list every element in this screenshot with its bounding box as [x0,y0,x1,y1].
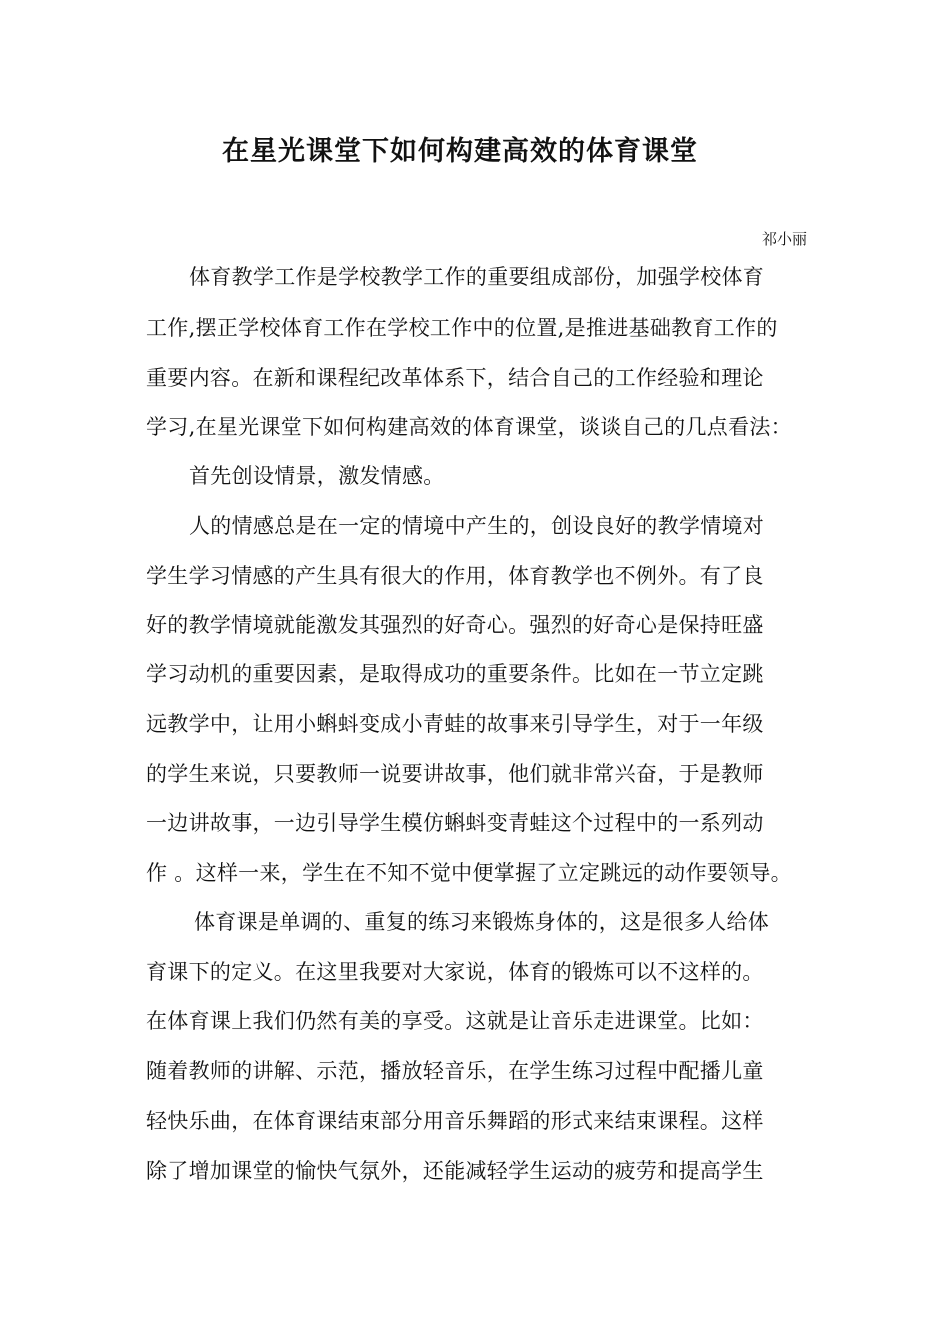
paragraph-line: 育课下的定义。在这里我要对大家说，体育的锻炼可以不这样的。 [146,960,764,984]
paragraph-line: 一边讲故事，一边引导学生模仿蝌蚪变青蛙这个过程中的一系列动 [146,811,764,835]
section-heading: 首先创设情景，激发情感。 [189,464,445,488]
paragraph-line: 人的情感总是在一定的情境中产生的，创设良好的教学情境对 [189,514,765,538]
paragraph-line: 学习动机的重要因素，是取得成功的重要条件。比如在一节立定跳 [146,662,764,686]
paragraph-line: 学生学习情感的产生具有很大的作用，体育教学也不例外。有了良 [146,564,764,588]
paragraph-line: 工作,摆正学校体育工作在学校工作中的位置,是推进基础教育工作的 [146,316,778,340]
paragraph-line: 随着教师的讲解、示范，播放轻音乐，在学生练习过程中配播儿童 [146,1059,764,1083]
paragraph-line: 远教学中，让用小蝌蚪变成小青蛙的故事来引导学生，对于一年级 [146,712,764,736]
paragraph-line: 体育教学工作是学校教学工作的重要组成部份，加强学校体育 [189,265,765,289]
paragraph-line: 的学生来说，只要教师一说要讲故事，他们就非常兴奋，于是教师 [146,762,764,786]
paragraph-line: 体育课是单调的、重复的练习来锻炼身体的，这是很多人给体 [194,910,770,934]
paragraph-line: 好的教学情境就能激发其强烈的好奇心。强烈的好奇心是保持旺盛 [146,613,764,637]
paragraph-line: 作 。这样一来，学生在不知不觉中便掌握了立定跳远的动作要领导。 [146,861,792,885]
paragraph-line: 轻快乐曲，在体育课结束部分用音乐舞蹈的形式来结束课程。这样 [146,1109,764,1133]
paragraph-line: 除了增加课堂的愉快气氛外，还能减轻学生运动的疲劳和提高学生 [146,1159,764,1183]
paragraph-line: 学习,在星光课堂下如何构建高效的体育课堂，谈谈自己的几点看法： [146,415,792,439]
author-name: 祁小丽 [761,230,807,248]
paragraph-line: 在体育课上我们仍然有美的享受。这就是让音乐走进课堂。比如： [146,1009,764,1033]
paragraph-line: 重要内容。在新和课程纪改革体系下，结合自己的工作经验和理论 [146,366,764,390]
document-title: 在星光课堂下如何构建高效的体育课堂 [222,136,698,167]
